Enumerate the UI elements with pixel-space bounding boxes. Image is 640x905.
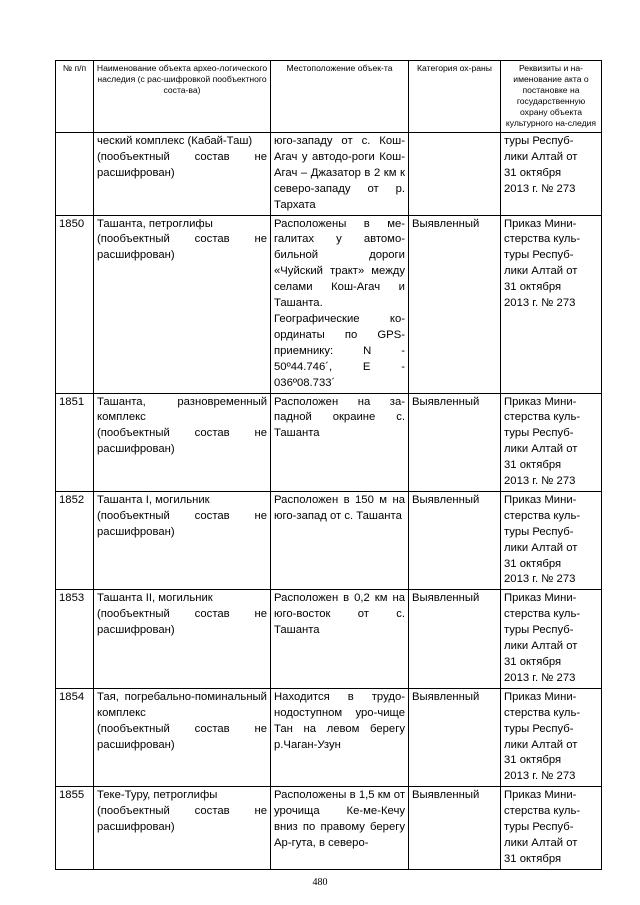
object-name-line: (пообъектный состав не расшифрован) (97, 722, 267, 751)
requisites-line: Приказ Мини- (504, 395, 577, 408)
object-name-line: Ташанта I, могильник (97, 493, 210, 506)
object-name-line: (пообъектный состав не расшифрован) (97, 805, 267, 834)
object-name (94, 590, 271, 688)
protection-category: Выявленный (409, 590, 501, 688)
requisites-line: Приказ Мини- (504, 592, 577, 605)
header-name: Наименование объекта архео-логического наследия (с рас-шифровкой пообъектного соста-ва) (94, 61, 271, 133)
row-number: 1855 (56, 787, 94, 870)
requisites-line: 31 октября (504, 281, 562, 294)
act-requisites (501, 215, 602, 393)
protection-category: Выявленный (409, 215, 501, 393)
requisites-line: 31 октября (504, 557, 562, 570)
page-number: 480 (312, 877, 328, 888)
table-row (56, 688, 602, 786)
header-num: № п/п (56, 61, 94, 133)
requisites-line: туры Респуб- (504, 624, 574, 637)
table-row (56, 491, 602, 589)
requisites-line: Приказ Мини- (504, 217, 577, 230)
requisites-line: 31 октября (504, 166, 562, 179)
object-name-line: Ташанта, разновременный комплекс (97, 395, 267, 424)
row-number (56, 133, 94, 216)
protection-category: Выявленный (409, 491, 501, 589)
table-row (56, 215, 602, 393)
object-name-line: Ташанта, петроглифы (97, 217, 213, 230)
requisites-line: туры Респуб- (504, 249, 574, 262)
requisites-line: Приказ Мини- (504, 789, 577, 802)
object-name-line: ческий комплекс (Кабай-Таш) (97, 135, 253, 147)
object-location: Расположены в ме-галитах у автомо-бильной дороги «Чуйский тракт» между селами Кош-Агач и Ташанта. Географические ко-ординаты по GPS-приемнику: N - 50º44.746´, E - 036º08.733´ (271, 215, 409, 393)
act-requisites (501, 133, 602, 216)
row-number: 1854 (56, 688, 94, 786)
object-name-line: Теке-Туру, петроглифы (97, 789, 218, 802)
protection-category (409, 133, 501, 216)
requisites-line: туры Респуб- (504, 722, 574, 735)
object-name (94, 688, 271, 786)
requisites-line: Приказ Мини- (504, 493, 577, 506)
requisites-line: лики Алтай от (504, 640, 578, 653)
object-name-line: Ташанта II, могильник (97, 592, 213, 605)
requisites-line: 31 октября (504, 852, 562, 865)
requisites-line: туры Респуб- (504, 135, 574, 147)
requisites-line: стерства куль- (504, 509, 581, 522)
requisites-line: лики Алтай от (504, 265, 578, 278)
act-requisites (501, 590, 602, 688)
object-name-line: Тая, погребально-поминальный комплекс (97, 690, 267, 719)
row-number: 1852 (56, 491, 94, 589)
act-requisites (501, 787, 602, 870)
requisites-line: Приказ Мини- (504, 690, 577, 703)
requisites-line: 2013 г. № 273 (504, 573, 576, 586)
requisites-line: туры Респуб- (504, 821, 574, 834)
object-location: Находится в трудо-нодоступном уро-чище Тан на левом берегу р.Чаган-Узун (271, 688, 409, 786)
requisites-line: 2013 г. № 273 (504, 770, 576, 783)
requisites-line: лики Алтай от (504, 836, 578, 849)
act-requisites (501, 491, 602, 589)
act-requisites (501, 393, 602, 491)
requisites-line: 31 октября (504, 656, 562, 668)
requisites-line: 2013 г. № 273 (504, 297, 576, 310)
object-name-line: (пообъектный состав не расшифрован) (97, 608, 267, 637)
requisites-line: лики Алтай от (504, 443, 578, 456)
requisites-line: 2013 г. № 273 (504, 182, 576, 195)
requisites-line: лики Алтай от (504, 150, 578, 163)
requisites-line: лики Алтай от (504, 738, 578, 751)
object-name-line: (пообъектный состав не расшифрован) (97, 427, 267, 456)
header-requisites: Реквизиты и на-именование акта о постановке на государственную охрану объекта культурного на-следия (501, 61, 602, 133)
object-name (94, 393, 271, 491)
object-name-line: (пообъектный состав не расшифрован) (97, 509, 267, 538)
row-number: 1850 (56, 215, 94, 393)
object-name (94, 491, 271, 589)
object-location: Расположен в 0,2 км на юго-восток от с. Ташанта (271, 590, 409, 688)
requisites-line: лики Алтай от (504, 541, 578, 554)
object-name-line: (пообъектный состав не расшифрован) (97, 233, 267, 262)
requisites-line: туры Респуб- (504, 525, 574, 538)
requisites-line: стерства куль- (504, 805, 581, 818)
object-name-line: (пообъектный состав не расшифрован) (97, 150, 267, 179)
heritage-register-table (55, 60, 602, 870)
protection-category: Выявленный (409, 393, 501, 491)
requisites-line: 2013 г. № 273 (504, 671, 576, 684)
requisites-line: стерства куль- (504, 706, 581, 719)
header-location: Местоположение объек-та (271, 61, 409, 133)
header-category: Категория ох-раны (409, 61, 501, 133)
requisites-line: стерства куль- (504, 411, 581, 424)
requisites-line: стерства куль- (504, 233, 581, 246)
table-row (56, 590, 602, 688)
object-location: юго-западу от с. Кош-Агач у автодо-роги Кош-Агач – Джазатор в 2 км к северо-западу от р. Тархата (271, 133, 409, 216)
table-row (56, 133, 602, 216)
table-row (56, 393, 602, 491)
object-location: Расположен в 150 м на юго-запад от с. Ташанта (271, 491, 409, 589)
object-location: Расположен на за-падной окраине с. Ташанта (271, 393, 409, 491)
requisites-line: туры Респуб- (504, 427, 574, 440)
requisites-line: 31 октября (504, 459, 562, 472)
row-number: 1853 (56, 590, 94, 688)
requisites-line: 31 октября (504, 754, 562, 767)
requisites-line: 2013 г. № 273 (504, 475, 576, 488)
object-name (94, 787, 271, 870)
row-number: 1851 (56, 393, 94, 491)
requisites-line: стерства куль- (504, 608, 581, 621)
table-row (56, 787, 602, 870)
object-name (94, 215, 271, 393)
table-header-row (56, 61, 602, 133)
protection-category: Выявленный (409, 787, 501, 870)
object-location: Расположены в 1,5 км от урочища Ке-ме-Кечу вниз по правому берегу Ар-гута, в северо- (271, 787, 409, 870)
protection-category: Выявленный (409, 688, 501, 786)
object-name (94, 133, 271, 216)
act-requisites (501, 688, 602, 786)
